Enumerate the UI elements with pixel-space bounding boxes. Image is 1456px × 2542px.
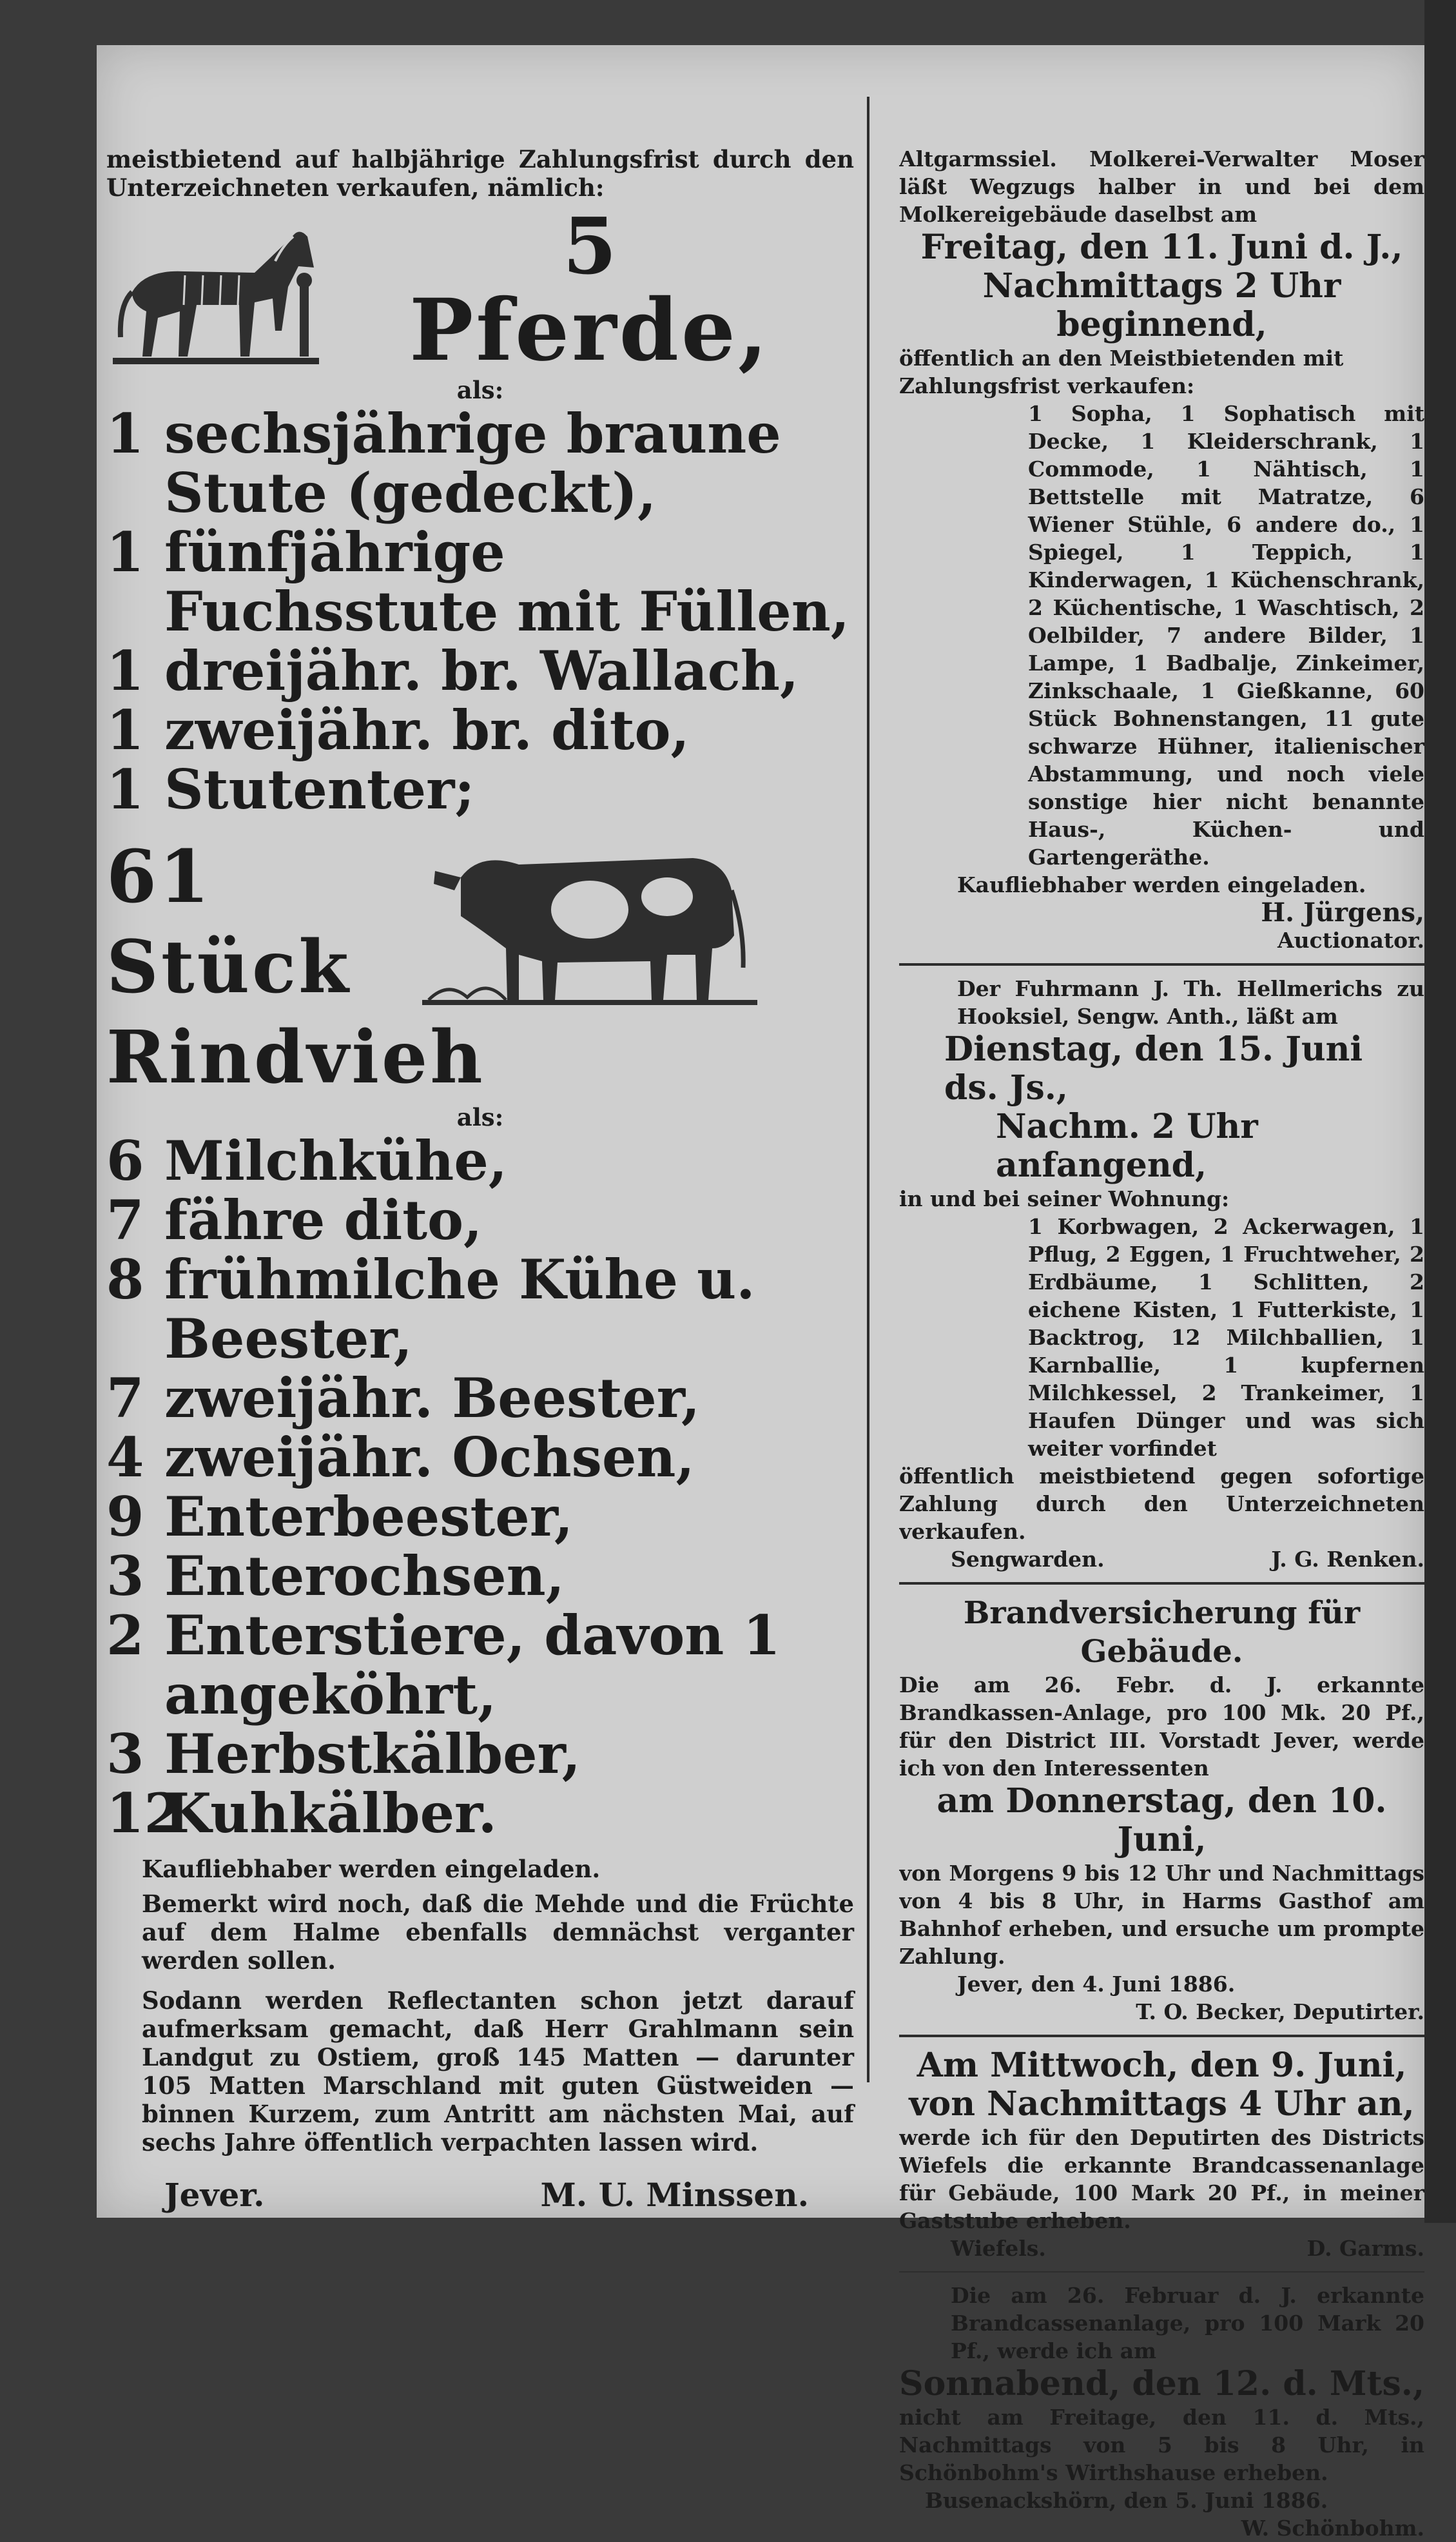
left-column-auction-ad [106, 145, 854, 2214]
cattle-item-count: 7 [106, 1188, 144, 1252]
signature-line [106, 2176, 854, 2214]
ad4-signoff [899, 2234, 1424, 2262]
cattle-header [106, 832, 854, 1103]
ad1-public: öffentlich an den Meistbietenden mit Zahlungsfrist verkaufen: [899, 346, 1344, 398]
ad3-body2: von Morgens 9 bis 12 Uhr und Nachmittags von 4 bis 8 Uhr, in Harms Gasthof am Bahnhof erheben, und ersuche um prompte Zahlung. [899, 1861, 1424, 1969]
horse-illustration [106, 208, 325, 376]
ad3-place: Jever, den 4. Juni 1886. [957, 1971, 1236, 1997]
als-label-2: als: [456, 1103, 504, 1131]
cattle-item-text: Herbstkälber, [164, 1722, 581, 1786]
cattle-list [106, 1131, 854, 1843]
ad2-lead: Der Fuhrmann J. Th. Hellmerichs zu Hooksiel, Sengw. Anth., läßt am [957, 976, 1424, 1029]
ad1-auctioneer-title: Auctionator. [1277, 928, 1424, 953]
horse-item-count: 1 [106, 402, 144, 465]
cattle-item-count: 7 [106, 1366, 144, 1430]
cattle-item [106, 1487, 854, 1547]
cattle-item [106, 1131, 854, 1191]
ad1-auctioneer: H. Jürgens, [1261, 897, 1424, 928]
ad2-sign: J. G. Renken. [1271, 1547, 1424, 1572]
horse-list [106, 404, 854, 819]
cattle-item-text: frühmilche Kühe u. Beester, [164, 1247, 755, 1371]
cattle-item [106, 1781, 854, 1845]
cattle-item-count: 12 [106, 1781, 182, 1845]
cattle-item-count: 4 [106, 1425, 144, 1489]
signature: M. U. Minssen. [540, 2176, 809, 2214]
cattle-item-count: 3 [106, 1722, 144, 1786]
cattle-item [106, 1603, 854, 1726]
ad5-place: Busenackshörn, den 5. Juni 1886. [925, 2488, 1328, 2513]
horse-title [325, 201, 854, 380]
ad4-body: werde ich für den Deputirten des Districts Wiefels die erkannte Brandcassenanlage für Gebäude, 100 Mark 20 Pf., in meiner Gaststube erheben. [899, 2125, 1424, 2233]
cattle-item-text: zweijähr. Beester, [164, 1366, 701, 1430]
cow-illustration [422, 839, 757, 1013]
ad1-time: Nachmittags 2 Uhr beginnend, [982, 266, 1341, 344]
cattle-item [106, 1247, 854, 1371]
invite-text: Kaufliebhaber werden eingeladen. [142, 1855, 601, 1883]
horse-item-text: Stutenter; [164, 758, 475, 821]
ad2-where: in und bei seiner Wohnung: [899, 1186, 1230, 1211]
intro-text: meistbietend auf halbjährige Zahlungsfrist durch den Unterzeichneten verkaufen, nämlich: [106, 145, 854, 202]
cattle-item-text: Milchkühe, [164, 1129, 508, 1193]
cattle-item [106, 1544, 854, 1608]
ad-busenackshoern [899, 2282, 1424, 2542]
ad-wiefels [899, 2046, 1424, 2262]
horse-item-count: 1 [106, 698, 144, 762]
ad-hellmerichs [899, 975, 1424, 1573]
ad3-sign: T. O. Becker, Deputirter. [1136, 1999, 1424, 2024]
ad2-place: Sengwarden. [951, 1547, 1105, 1572]
cattle-item-count: 8 [106, 1247, 144, 1311]
ad4-place: Wiefels. [951, 2236, 1046, 2261]
horse-count: 5 [563, 201, 617, 292]
cattle-item-count: 2 [106, 1603, 144, 1667]
ad5-date: Sonnabend, den 12. d. Mts., [899, 2364, 1424, 2403]
ad2-time: Nachm. 2 Uhr anfangend, [996, 1107, 1258, 1185]
scan-edge [1424, 0, 1456, 2223]
horse-item-text: zweijähr. br. dito, [164, 698, 690, 762]
cattle-item-text: Enterochsen, [164, 1544, 565, 1608]
cattle-item-count: 3 [106, 1544, 144, 1608]
cattle-item [106, 1722, 854, 1786]
cattle-word: Rindvieh [106, 1015, 485, 1100]
rule-3 [899, 2035, 1424, 2037]
ad1-lead: Altgarmssiel. Molkerei-Verwalter Moser läßt Wegzugs halber in und bei dem Molkereigebäude daselbst am [899, 146, 1424, 227]
right-column-ads [899, 145, 1424, 2542]
rule-4 [899, 2271, 1424, 2273]
ad1-date: Freitag, den 11. Juni d. J., [920, 228, 1403, 267]
horse-item-count: 1 [106, 639, 144, 703]
horse-item-count: 1 [106, 758, 144, 821]
rule-1 [899, 963, 1424, 966]
column-divider [867, 97, 869, 2082]
cattle-item [106, 1366, 854, 1430]
ad2-public: öffentlich meistbietend gegen sofortige Zahlung durch den Unterzeichneten verkaufen. [899, 1463, 1424, 1544]
ad-brandversicherung [899, 1594, 1424, 2026]
ad3-title: Brandversicherung für Gebäude. [963, 1595, 1361, 1670]
ad2-signoff [899, 1545, 1424, 1573]
ad4-sign: D. Garms. [1306, 2236, 1424, 2261]
horse-item-text: dreijähr. br. Wallach, [164, 639, 799, 703]
rule-2 [899, 1582, 1424, 1585]
note-harvest: Bemerkt wird noch, daß die Mehde und die Früchte auf dem Halme ebenfalls demnächst verganter werden sollen. [142, 1890, 854, 1975]
note-lease: Sodann werden Reflectanten schon jetzt darauf aufmerksam gemacht, daß Herr Grahlmann sein Landgut zu Ostiem, groß 145 Matten — darunter 105 Matten Marschland mit guten Güstweiden — binnen Kurzem, zum Antritt am nächsten Mai, auf sechs Jahre öffentlich verpachten lassen wird. [142, 1986, 854, 2156]
ad3-body: Die am 26. Febr. d. J. erkannte Brandkassen-Anlage, pro 100 Mk. 20 Pf., für den District III. Vorstadt Jever, werde ich von den Interessenten [899, 1672, 1424, 1781]
ad4-time: von Nachmittags 4 Uhr an, [909, 2084, 1415, 2124]
horse-item [106, 520, 854, 643]
horse-item-text: sechsjährige braune Stute (gedeckt), [164, 402, 781, 525]
ad5-sign: W. Schönbohm. [1241, 2516, 1424, 2541]
cattle-item-text: Enterstiere, davon 1 angeköhrt, [164, 1603, 781, 1726]
ad5-body: Die am 26. Februar d. J. erkannte Brandcassenanlage, pro 100 Mark 20 Pf., werde ich am [951, 2283, 1424, 2363]
ad2-date: Dienstag, den 15. Juni ds. Js., [944, 1030, 1363, 1108]
cattle-item [106, 1425, 854, 1489]
ad2-items: 1 Korbwagen, 2 Ackerwagen, 1 Pflug, 2 Eggen, 1 Fruchtweher, 2 Erdbäume, 1 Schlitten, 2 eichene Kisten, 1 Futterkiste, 1 Backtrog, 12 Milchballien, 1 Karnballie, 1 kupfernen Milchkessel, 2 Trankeimer, 1 Haufen Dünger und was sich weiter vorfindet [1028, 1214, 1424, 1461]
cattle-item-count: 6 [106, 1129, 144, 1193]
ad5-body2: nicht am Freitage, den 11. d. Mts., Nachmittags von 5 bis 8 Uhr, in Schönbohm's Wirthshause erheben. [899, 2405, 1424, 2485]
horse-item [106, 760, 854, 819]
place-name: Jever. [164, 2176, 265, 2214]
cattle-item-text: Enterbeester, [164, 1485, 574, 1549]
ad4-date: Am Mittwoch, den 9. Juni, [917, 2046, 1407, 2085]
cattle-item [106, 1188, 854, 1252]
als-label-1: als: [456, 376, 504, 404]
horse-item [106, 698, 854, 762]
horse-item-text: fünfjährige Fuchsstute mit Füllen, [164, 520, 850, 643]
cattle-item-count: 9 [106, 1485, 144, 1549]
cattle-item-text: fähre dito, [164, 1188, 483, 1252]
cattle-item-text: zweijähr. Ochsen, [164, 1425, 695, 1489]
horse-header [106, 201, 854, 380]
cattle-count: 61 Stück [106, 835, 351, 1010]
ad3-date: am Donnerstag, den 10. Juni, [937, 1781, 1387, 1859]
horse-item-count: 1 [106, 520, 144, 584]
horse-item [106, 404, 854, 523]
cattle-item-text: Kuhkälber. [164, 1781, 497, 1845]
ad1-items: 1 Sopha, 1 Sophatisch mit Decke, 1 Kleiderschrank, 1 Commode, 1 Nähtisch, 1 Bettstelle mit Matratze, 6 Wiener Stühle, 6 andere do., 1 Spiegel, 1 Teppich, 1 Kinderwagen, 1 Küchenschrank, 2 Küchentische, 1 Waschtisch, 2 Oelbilder, 7 andere Bilder, 1 Lampe, 1 Badbalje, Zinkeimer, Zinkschaale, 1 Gießkanne, 60 Stück Bohnenstangen, 11 gute schwarze Hühner, italienischer Abstammung, und noch viele sonstige hier nicht benannte Haus-, Küchen- und Gartengeräthe. [1028, 401, 1424, 870]
horse-word: Pferde, [409, 280, 770, 380]
ad-molkerei [899, 145, 1424, 954]
ad1-invite: Kaufliebhaber werden eingeladen. [957, 872, 1366, 897]
horse-item [106, 641, 854, 701]
